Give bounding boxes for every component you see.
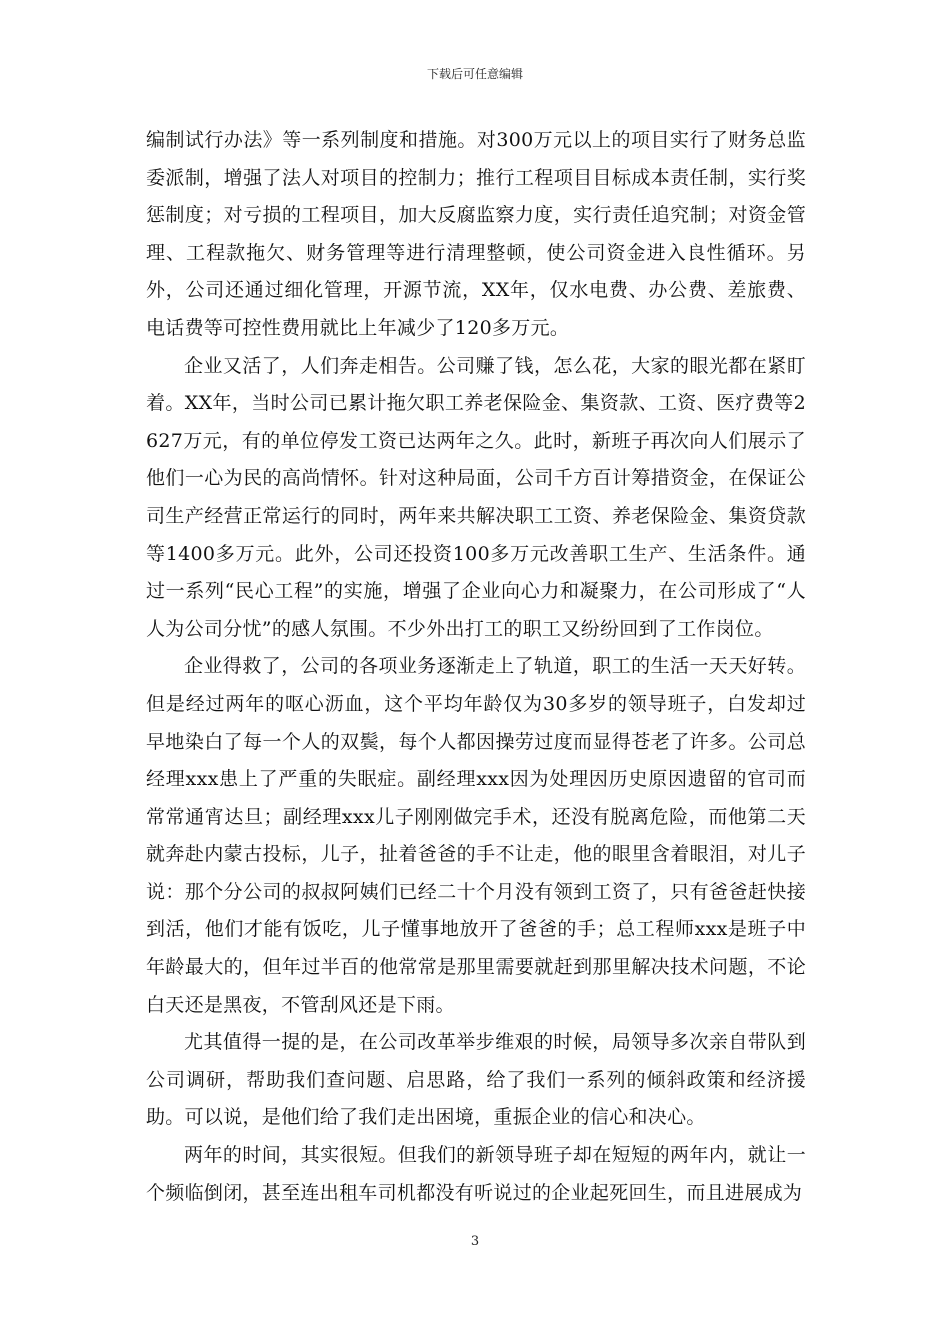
paragraph-2: 企业又活了，人们奔走相告。公司赚了钱，怎么花，大家的眼光都在紧盯着。XX年，当时公司已累计拖欠职工养老保险金、集资款、工资、医疗费等2627万元，有的单位停发工资已达两年之久。此时，新班子再次向人们展示了他们一心为民的高尚情怀。针对这种局面，公司千方百计筹措资金，在保证公司生产经营正常运行的同时，两年来共解决职工工资、养老保险金、集资贷款等1400多万元。此外，公司还投资100多万元改善职工生产、生活条件。通过一系列“民心工程”的实施，增强了企业向心力和凝聚力，在公司形成了“人人为公司分忧”的感人氛围。不少外出打工的职工又纷纷回到了工作岗位。 (146, 354, 806, 640)
page-number: 3 (470, 1234, 480, 1249)
paragraph-3: 企业得救了，公司的各项业务逐渐走上了轨道，职工的生活一天天好转。但是经过两年的呕心沥血，这个平均年龄仅为30多岁的领导班子，白发却过早地染白了每一个人的双鬓，每个人都因操劳过度而显得苍老了许多。公司总经理xxx患上了严重的失眠症。副经理xxx因为处理因历史原因遗留的官司而常常通宵达旦；副经理xxx儿子刚刚做完手术，还没有脱离危险，而他第二天就奔赴内蒙古投标，儿子，扯着爸爸的手不让走，他的眼里含着眼泪，对儿子说：那个分公司的叔叔阿姨们已经二十个月没有领到工资了，只有爸爸赶快接到活，他们才能有饭吃，儿子懂事地放开了爸爸的手；总工程师xxx是班子中年龄最大的，但年过半百的他常常是那里需要就赶到那里解决技术问题，不论白天还是黑夜，不管刮风还是下雨。 (146, 655, 806, 1016)
paragraph-4: 尤其值得一提的是，在公司改革举步维艰的时候，局领导多次亲自带队到公司调研，帮助我们查问题、启思路，给了我们一系列的倾斜政策和经济援助。可以说，是他们给了我们走出困境，重振企业的信心和决心。 (146, 1031, 806, 1129)
page-header: 下载后可任意编辑 (426, 67, 523, 81)
paragraph-5: 两年的时间，其实很短。但我们的新领导班子却在短短的两年内，就让一个频临倒闭，甚至连出租车司机都没有听说过的企业起死回生，而且进展成为 (146, 1144, 806, 1204)
paragraph-1: 编制试行办法》等一系列制度和措施。对300万元以上的项目实行了财务总监委派制，增强了法人对项目的控制力；推行工程项目目标成本责任制，实行奖惩制度；对亏损的工程项目，加大反腐监察力度，实行责任追究制；对资金管理、工程款拖欠、财务管理等进行清理整顿，使公司资金进入良性循环。另外，公司还通过细化管理，开源节流，XX年，仅水电费、办公费、差旅费、电话费等可控性费用就比上年减少了120多万元。 (146, 129, 806, 339)
document-body (146, 122, 806, 1212)
